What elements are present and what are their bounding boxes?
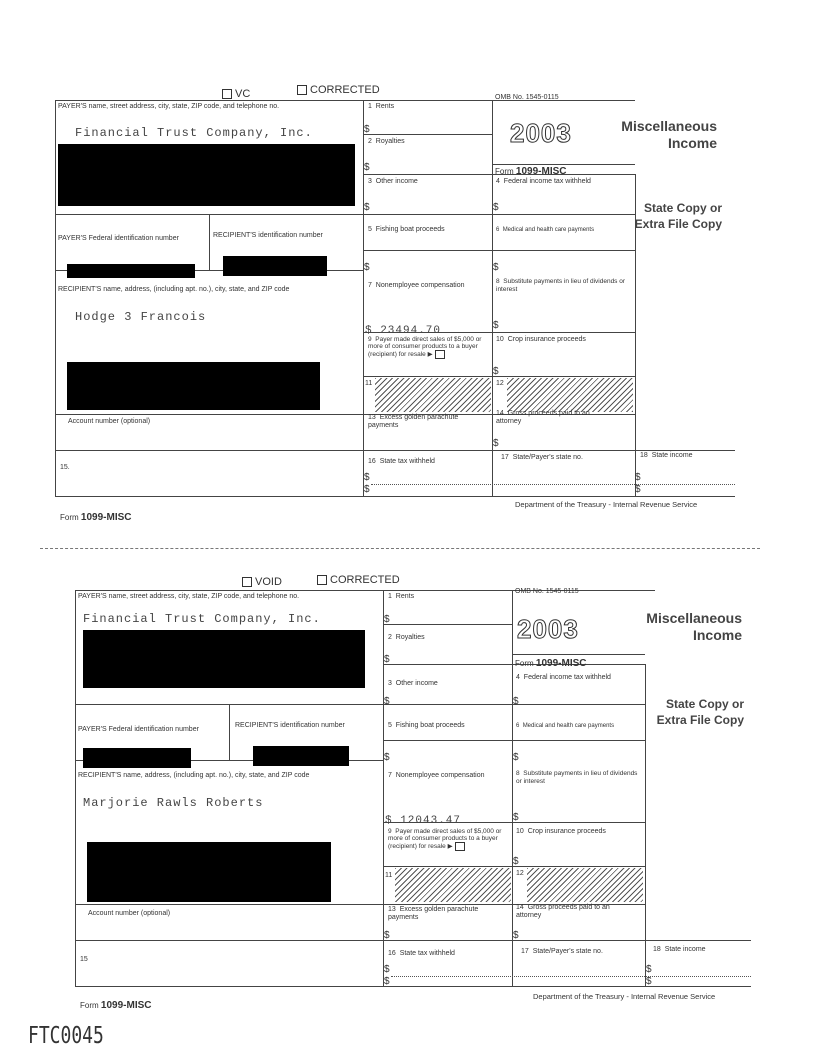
recipient-name-label: RECIPIENT'S name, address, (including apt. no.), city, state, and ZIP code	[58, 286, 290, 293]
box2-dollar: $	[364, 162, 370, 173]
void-box[interactable]	[222, 89, 232, 99]
box14-text: Gross proceeds paid to an attorney	[516, 904, 610, 919]
box14-label	[496, 410, 606, 426]
box17-label	[521, 948, 603, 956]
department-label: Department of the Treasury - Internal Revenue Service	[515, 500, 698, 509]
recipient-id-label: RECIPIENT'S identification number	[235, 722, 345, 729]
box8-dollar: $	[513, 812, 519, 823]
box4-text: Federal income tax withheld	[523, 674, 611, 681]
void-label: VOID	[255, 576, 282, 588]
department-label: Department of the Treasury - Internal Revenue Service	[533, 992, 716, 1001]
form-id: 1099-MISC	[535, 658, 587, 669]
box12-shaded	[507, 378, 633, 412]
box4-number: 4	[516, 674, 520, 681]
box8-number: 8	[496, 278, 500, 285]
box3-label	[368, 178, 418, 186]
box5-text: Fishing boat proceeds	[395, 722, 465, 729]
box8-label	[496, 278, 631, 294]
redaction-recipient-address	[67, 362, 320, 410]
box16-text: State tax withheld	[379, 458, 435, 465]
box2-label	[368, 138, 405, 146]
recipient-name: Hodge 3 Francois	[75, 310, 207, 324]
box18-number: 18	[653, 946, 661, 953]
omb-number: OMB No. 1545-0115	[515, 588, 579, 595]
box16-number: 16	[388, 950, 396, 957]
box10-label	[496, 336, 586, 344]
box13-label	[368, 414, 490, 430]
box10-number: 10	[496, 336, 504, 343]
box6-label	[516, 722, 614, 730]
redaction-payer-address	[58, 144, 355, 206]
box6-text: Medical and health care payments	[502, 227, 595, 233]
void-box[interactable]	[242, 577, 252, 587]
redaction-payer-id	[67, 264, 195, 278]
box18-dollar-1: $	[646, 964, 652, 975]
box2-label	[388, 634, 425, 642]
box16-label	[368, 458, 435, 466]
redaction-payer-id	[83, 748, 191, 768]
box4-label	[516, 674, 611, 682]
box12-number: 12	[496, 380, 504, 387]
box5-number: 5	[368, 226, 372, 233]
box8-text: Substitute payments in lieu of dividends or interest	[496, 278, 626, 293]
box5-dollar: $	[364, 262, 370, 273]
box3-number: 3	[388, 680, 392, 687]
box9-checkbox[interactable]	[435, 350, 445, 359]
box7-label	[388, 772, 485, 780]
box16-text: State tax withheld	[399, 950, 455, 957]
box14-dollar: $	[513, 930, 519, 941]
box3-dollar: $	[364, 202, 370, 213]
void-label: VC	[235, 88, 251, 100]
box2-number: 2	[388, 634, 392, 641]
account-number-label: Account number (optional)	[68, 418, 151, 425]
box7-text: Nonemployee compensation	[395, 772, 485, 779]
box17-label	[501, 454, 583, 462]
box1-number: 1	[388, 593, 392, 600]
box9-text: Payer made direct sales of $5,000 or more of consumer products to a buyer (recipient) for resale ▶	[368, 336, 482, 359]
box18-label	[653, 946, 706, 954]
form-title: Miscellaneous Income	[621, 118, 717, 151]
box18-number: 18	[640, 452, 648, 459]
recipient-id-label: RECIPIENT'S identification number	[213, 232, 323, 239]
box16-dollar-2: $	[384, 976, 390, 987]
box13-number: 13	[388, 906, 396, 913]
box18-text: State income	[664, 946, 706, 953]
box10-number: 10	[516, 828, 524, 835]
box14-text: Gross proceeds paid to an attorney	[496, 410, 590, 425]
box1-text: Rents	[375, 103, 395, 110]
box7-amount: $ 12043.47	[385, 815, 462, 827]
copy-label: State Copy or Extra File Copy	[656, 697, 744, 727]
box7-number: 7	[388, 772, 392, 779]
box18-dollar-2: $	[646, 976, 652, 987]
form-title: Miscellaneous Income	[646, 610, 742, 643]
payer-name: Financial Trust Company, Inc.	[83, 612, 321, 626]
recipient-name-label: RECIPIENT'S name, address, (including apt. no.), city, state, and ZIP code	[78, 772, 310, 779]
box10-dollar: $	[513, 856, 519, 867]
box9-text: Payer made direct sales of $5,000 or more of consumer products to a buyer (recipient) for resale ▶	[388, 828, 502, 851]
box8-number: 8	[516, 770, 520, 777]
payer-id-label: PAYER'S Federal identification number	[58, 235, 179, 242]
box16-number: 16	[368, 458, 376, 465]
box17-text: State/Payer's state no.	[532, 948, 603, 955]
box1-label	[388, 593, 414, 601]
payer-name-label: PAYER'S name, street address, city, state, ZIP code, and telephone no.	[58, 103, 280, 110]
form-1099-misc-copy-1	[55, 84, 745, 528]
box18-dollar-1: $	[635, 472, 641, 483]
box10-text: Crop insurance proceeds	[507, 336, 586, 343]
footer-form-prefix: Form	[80, 1001, 99, 1010]
box9-label	[388, 828, 508, 851]
corrected-checkbox[interactable]	[297, 84, 380, 96]
box11-shaded	[375, 378, 491, 412]
box18-text: State income	[651, 452, 693, 459]
box2-number: 2	[368, 138, 372, 145]
box5-text: Fishing boat proceeds	[375, 226, 445, 233]
box11-number: 11	[385, 872, 393, 879]
payer-name-label: PAYER'S name, street address, city, state, ZIP code, and telephone no.	[78, 593, 300, 600]
form-prefix: Form	[515, 659, 534, 668]
box18-dollar-2: $	[635, 484, 641, 495]
box17-number: 17	[521, 948, 529, 955]
tax-year: 2003	[510, 118, 572, 148]
form-1099-misc-copy-2	[75, 574, 755, 1018]
corrected-checkbox[interactable]	[317, 574, 400, 586]
box10-text: Crop insurance proceeds	[527, 828, 606, 835]
tax-year: 2003	[517, 614, 579, 644]
redaction-recipient-address	[87, 842, 331, 902]
box1-dollar: $	[364, 124, 370, 135]
box6-number: 6	[496, 227, 500, 233]
box12-shaded	[527, 868, 643, 902]
box13-text: Excess golden parachute payments	[368, 414, 459, 429]
box4-dollar: $	[513, 696, 519, 707]
box4-text: Federal income tax withheld	[503, 178, 591, 185]
form-prefix: Form	[495, 167, 514, 176]
redaction-recipient-id	[223, 256, 327, 276]
box6-dollar: $	[513, 752, 519, 763]
box7-amount: $ 23494.70	[365, 325, 442, 337]
corrected-box[interactable]	[317, 575, 327, 585]
box1-label	[368, 103, 394, 111]
box13-number: 13	[368, 414, 376, 421]
box13-text: Excess golden parachute payments	[388, 906, 479, 921]
box8-text: Substitute payments in lieu of dividends or interest	[516, 770, 638, 785]
payer-id-label: PAYER'S Federal identification number	[78, 726, 199, 733]
box15-number: 15.	[60, 464, 70, 471]
box16-label	[388, 950, 455, 958]
box1-number: 1	[368, 103, 372, 110]
box14-number: 14	[496, 410, 504, 417]
box9-label	[368, 336, 488, 359]
box11-shaded	[395, 868, 511, 902]
corrected-label: CORRECTED	[330, 574, 400, 586]
void-checkbox[interactable]	[222, 88, 250, 100]
box6-text: Medical and health care payments	[522, 723, 615, 729]
box2-text: Royalties	[375, 138, 405, 145]
box10-dollar: $	[493, 366, 499, 377]
box3-dollar: $	[384, 696, 390, 707]
box17-text: State/Payer's state no.	[512, 454, 583, 461]
form-footer-label	[80, 1000, 151, 1011]
box3-text: Other income	[395, 680, 438, 687]
box3-number: 3	[368, 178, 372, 185]
box13-label	[388, 906, 510, 922]
box10-label	[516, 828, 606, 836]
box9-number: 9	[368, 336, 372, 343]
box17-number: 17	[501, 454, 509, 461]
box1-text: Rents	[395, 593, 415, 600]
footer-form-prefix: Form	[60, 513, 79, 522]
void-checkbox[interactable]	[242, 576, 282, 588]
redaction-recipient-id	[253, 746, 349, 766]
box5-label	[388, 722, 465, 730]
bates-stamp: FTC0045	[28, 1022, 104, 1050]
footer-form-id: 1099-MISC	[80, 512, 132, 523]
box16-dollar-2: $	[364, 484, 370, 495]
box6-number: 6	[516, 723, 520, 729]
box3-text: Other income	[375, 178, 418, 185]
box4-label	[496, 178, 591, 186]
box2-text: Royalties	[395, 634, 425, 641]
box14-number: 14	[516, 904, 524, 911]
corrected-label: CORRECTED	[310, 84, 380, 96]
corrected-box[interactable]	[297, 85, 307, 95]
box8-label	[516, 770, 641, 786]
box3-label	[388, 680, 438, 688]
box5-number: 5	[388, 722, 392, 729]
box14-label	[516, 904, 636, 920]
box13-dollar: $	[384, 930, 390, 941]
tear-line	[40, 548, 760, 549]
payer-name: Financial Trust Company, Inc.	[75, 126, 313, 140]
box6-dollar: $	[493, 262, 499, 273]
form-footer-label	[60, 512, 131, 523]
form-label-box	[495, 166, 566, 177]
form-id: 1099-MISC	[515, 166, 567, 177]
box4-number: 4	[496, 178, 500, 185]
box5-dollar: $	[384, 752, 390, 763]
box16-dollar-1: $	[384, 964, 390, 975]
redaction-payer-address	[83, 630, 365, 688]
box14-dollar: $	[493, 438, 499, 449]
account-number-label: Account number (optional)	[88, 910, 171, 917]
box1-dollar: $	[384, 614, 390, 625]
box11-number: 11	[365, 380, 373, 387]
footer-form-id: 1099-MISC	[100, 1000, 152, 1011]
recipient-name: Marjorie Rawls Roberts	[83, 796, 264, 810]
box15-number: 15	[80, 956, 88, 963]
box7-text: Nonemployee compensation	[375, 282, 465, 289]
box9-checkbox[interactable]	[455, 842, 465, 851]
box4-dollar: $	[493, 202, 499, 213]
box12-number: 12	[516, 870, 524, 877]
box16-dollar-1: $	[364, 472, 370, 483]
box18-label	[640, 452, 693, 460]
box8-dollar: $	[493, 320, 499, 331]
copy-label: State Copy or Extra File Copy	[634, 201, 722, 231]
box7-number: 7	[368, 282, 372, 289]
box7-label	[368, 282, 465, 290]
box5-label	[368, 226, 445, 234]
box9-number: 9	[388, 828, 392, 835]
box2-dollar: $	[384, 654, 390, 665]
form-label-box	[515, 658, 586, 669]
box6-label	[496, 226, 594, 234]
omb-number: OMB No. 1545-0115	[495, 94, 559, 101]
